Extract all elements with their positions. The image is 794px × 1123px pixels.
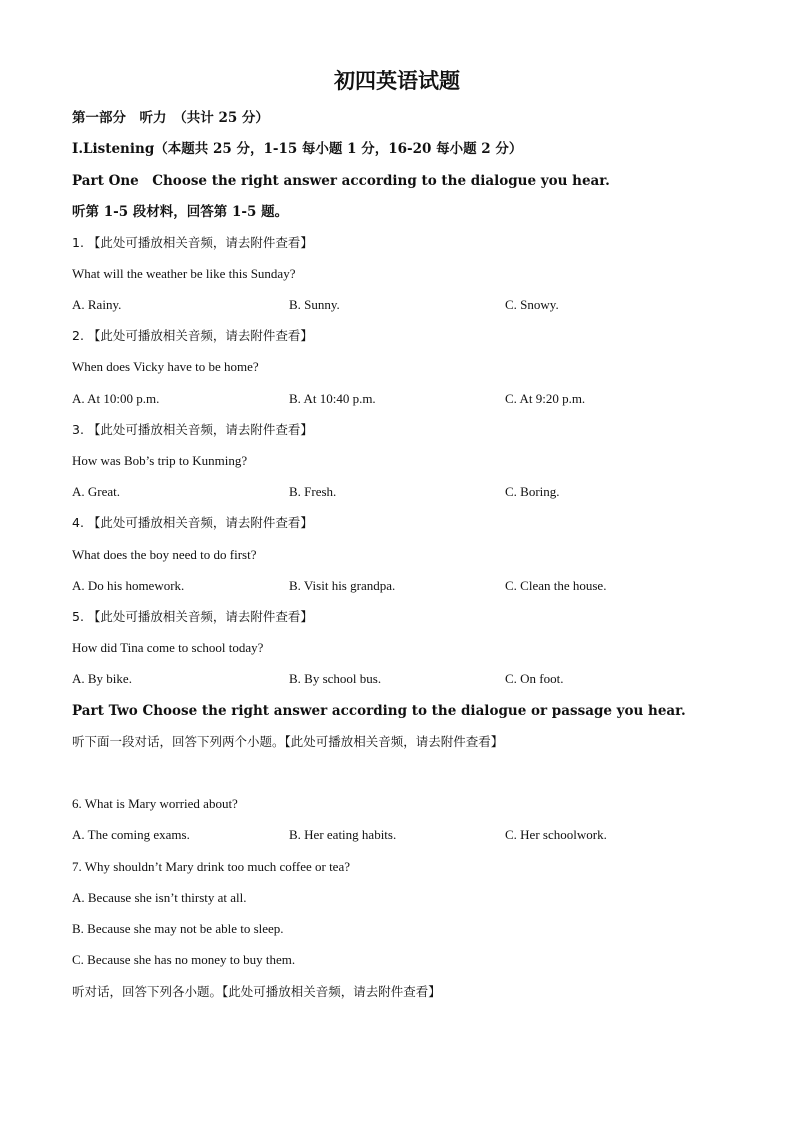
- audio-link-5[interactable]: 5. 【此处可播放相关音频，请去附件查看】: [72, 609, 313, 624]
- q3-option-c: C. Boring.: [505, 484, 560, 499]
- part-one-heading: Part One Choose the right answer according to the dialogue you hear.: [72, 173, 610, 189]
- q6-option-a: A. The coming exams.: [72, 827, 190, 842]
- q2-option-a: A. At 10:00 p.m.: [72, 391, 160, 406]
- part-one-instruction: 听第 1-5 段材料，回答第 1-5 题。: [72, 204, 289, 220]
- part-two-instruction[interactable]: 听下面一段对话，回答下列两个小题。【此处可播放相关音频，请去附件查看】: [72, 734, 504, 749]
- q6-option-c: C. Her schoolwork.: [505, 827, 607, 842]
- section-heading: 第一部分 听力 （共计 25 分）: [72, 110, 269, 126]
- part-two-heading: Part Two Choose the right answer according to the dialogue or passage you hear.: [72, 703, 686, 719]
- question-5: How did Tina come to school today?: [72, 640, 264, 655]
- page-title: 初四英语试题: [334, 68, 460, 93]
- question-7: 7. Why shouldn’t Mary drink too much coffee or tea?: [72, 859, 350, 874]
- q3-option-a: A. Great.: [72, 484, 121, 499]
- q6-option-b: B. Her eating habits.: [289, 827, 397, 842]
- listening-header: I.Listening（本题共 25 分，1-15 每小题 1 分，16-20 每小题 2 分）: [72, 141, 523, 157]
- q2-option-c: C. At 9:20 p.m.: [505, 391, 586, 406]
- q4-option-c: C. Clean the house.: [505, 578, 607, 593]
- q5-option-a: A. By bike.: [72, 671, 132, 686]
- q7-option-b: B. Because she may not be able to sleep.: [72, 921, 284, 936]
- question-1: What will the weather be like this Sunday?: [72, 266, 296, 281]
- final-instruction[interactable]: 听对话，回答下列各小题。【此处可播放相关音频，请去附件查看】: [72, 984, 441, 999]
- q7-option-a: A. Because she isn’t thirsty at all.: [72, 890, 247, 905]
- audio-link-2[interactable]: 2. 【此处可播放相关音频，请去附件查看】: [72, 328, 313, 343]
- q3-option-b: B. Fresh.: [289, 484, 337, 499]
- q2-option-b: B. At 10:40 p.m.: [289, 391, 376, 406]
- q5-option-c: C. On foot.: [505, 671, 564, 686]
- q1-option-b: B. Sunny.: [289, 297, 340, 312]
- q5-option-b: B. By school bus.: [289, 671, 382, 686]
- audio-link-4[interactable]: 4. 【此处可播放相关音频，请去附件查看】: [72, 515, 313, 530]
- question-2: When does Vicky have to be home?: [72, 359, 259, 374]
- audio-link-1[interactable]: 1. 【此处可播放相关音频，请去附件查看】: [72, 235, 313, 250]
- question-4: What does the boy need to do first?: [72, 547, 257, 562]
- audio-link-3[interactable]: 3. 【此处可播放相关音频，请去附件查看】: [72, 422, 313, 437]
- q4-option-b: B. Visit his grandpa.: [289, 578, 396, 593]
- q4-option-a: A. Do his homework.: [72, 578, 185, 593]
- question-3: How was Bob’s trip to Kunming?: [72, 453, 248, 468]
- q1-option-a: A. Rainy.: [72, 297, 122, 312]
- q1-option-c: C. Snowy.: [505, 297, 559, 312]
- question-6: 6. What is Mary worried about?: [72, 796, 238, 811]
- q7-option-c: C. Because she has no money to buy them.: [72, 952, 296, 967]
